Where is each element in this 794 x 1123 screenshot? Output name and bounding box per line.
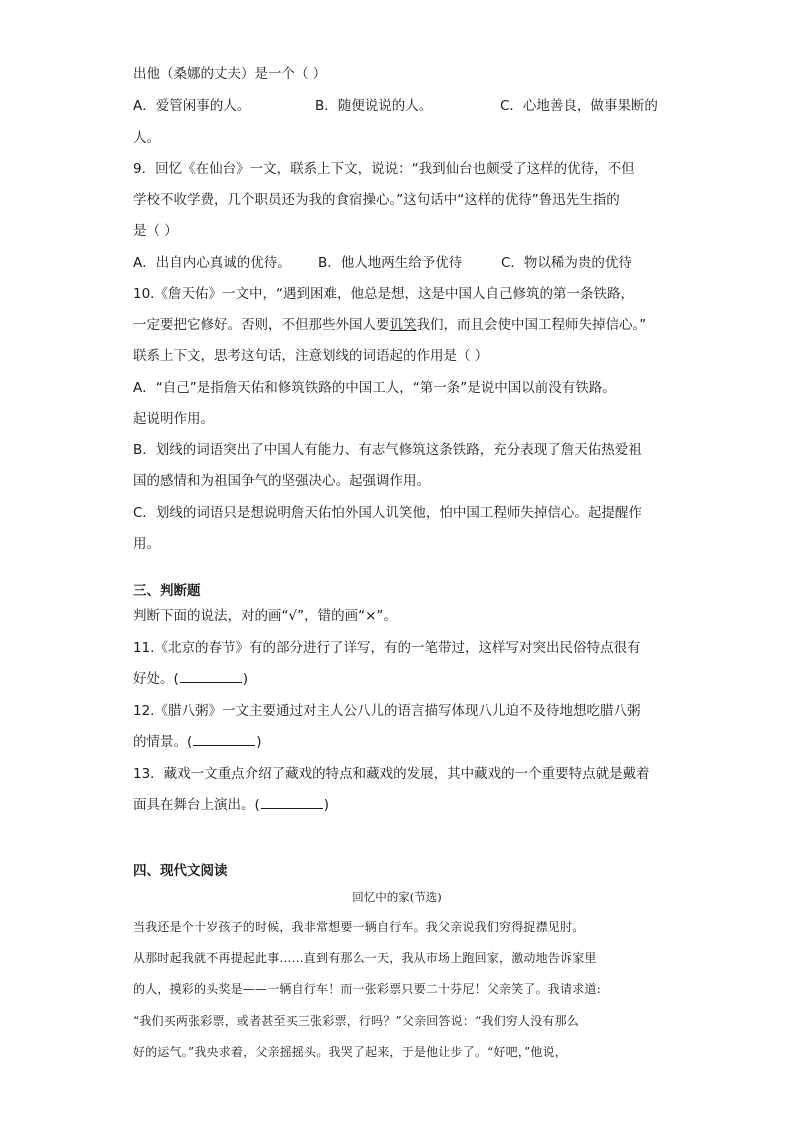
q12-stem: 12.《腊八粥》一文主要通过对主人公八儿的语言描写体现八儿迫不及待地想吃腊八粥 xyxy=(133,703,641,719)
q9-option-c: C．物以稀为贵的优待 xyxy=(501,255,632,271)
q10-stem-line3: 联系上下文，思考这句话，注意划线的词语起的作用是（ ） xyxy=(133,348,489,364)
q13-answer-line xyxy=(133,795,329,815)
q9-option-b: B．他人地两生给予优待 xyxy=(318,255,463,271)
q11-text: 好处。( xyxy=(133,671,179,687)
q9-option-a: A．出自内心真诚的优待。 xyxy=(133,255,291,271)
passage-line-4: “我们买两张彩票，或者甚至买三张彩票，行吗？”父亲回答说：“我们穷人没有那么 xyxy=(133,1014,580,1028)
section3-instruction: 判断下面的说法，对的画“√”，错的画“×”。 xyxy=(133,608,397,624)
q13-paren: ) xyxy=(323,797,330,813)
passage-title: 回忆中的家(节选) xyxy=(352,890,442,904)
q9-stem-line3: 是（ ） xyxy=(133,223,178,239)
q12-text: 的情景。( xyxy=(133,734,193,750)
q10-line2-before: 一定要把它修好。否则，不但那些外国人要 xyxy=(133,317,390,333)
section3-heading: 三、判断题 xyxy=(133,583,201,599)
q10-option-c-line1: C．划线的词语只是想说明詹天佑怕外国人讥笑他，怕中国工程师失掉信心。起提醒作 xyxy=(133,505,642,521)
q13-text: 面具在舞台上演出。( xyxy=(133,797,260,813)
q10-option-a-line2: 起说明作用。 xyxy=(133,411,214,427)
q12-answer-line xyxy=(133,732,262,752)
q9-stem-line2: 学校不收学费，几个职员还为我的食宿操心。”这句话中“这样的优待”鲁迅先生指的 xyxy=(133,192,620,208)
q10-option-b-line2: 国的感情和为祖国争气的坚强决心。起强调作用。 xyxy=(133,473,430,489)
q8-option-c: C．心地善良，做事果断的 xyxy=(500,98,658,114)
q8-stem: 出他（桑娜的丈夫）是一个（ ） xyxy=(133,66,327,82)
underlined-word: 讥笑 xyxy=(389,317,417,333)
q12-paren: ) xyxy=(256,734,262,750)
q10-option-a-line1: A．“自己”是指詹天佑和修筑铁路的中国工人，“第一条”是说中国以前没有铁路。 xyxy=(133,380,616,396)
q8-option-c-cont: 人。 xyxy=(133,130,160,146)
q10-option-b-line1: B．划线的词语突出了中国人有能力、有志气修筑这条铁路，充分表现了詹天佑热爱祖 xyxy=(133,442,642,458)
q13-answer-blank[interactable] xyxy=(261,796,323,809)
q11-answer-blank[interactable] xyxy=(180,670,242,683)
q9-stem-line1: 9．回忆《在仙台》一文，联系上下文，说说：“我到仙台也颇受了这样的优待，不但 xyxy=(133,161,635,177)
q10-stem-line2 xyxy=(133,315,646,335)
q10-stem-line1: 10.《詹天佑》一文中，“遇到困难，他总是想，这是中国人自己修筑的第一条铁路， xyxy=(133,286,634,302)
q8-option-a: A．爱管闲事的人。 xyxy=(133,98,251,114)
passage-line-3: 的人，摸彩的头奖是——一辆自行车！而一张彩票只要二十芬尼！父亲笑了。我请求道: xyxy=(133,982,601,996)
q12-answer-blank[interactable] xyxy=(193,733,255,746)
passage-line-2: 从那时起我就不再提起此事……直到有那么一天，我从市场上跑回家，激动地告诉家里 xyxy=(133,951,597,965)
q11-stem: 11.《北京的春节》有的部分进行了详写，有的一笔带过，这样写对突出民俗特点很有 xyxy=(133,640,641,656)
passage-line-5: 好的运气。”我央求着，父亲摇摇头。我哭了起来，于是他让步了。“好吧，”他说， xyxy=(133,1045,568,1059)
q10-line2-after: 我们，而且会使中国工程师失掉信心。” xyxy=(416,317,647,333)
passage-line-1: 当我还是个十岁孩子的时候，我非常想要一辆自行车。我父亲说我们穷得捉襟见肘。 xyxy=(133,920,585,934)
section4-heading: 四、现代文阅读 xyxy=(133,863,228,879)
q11-answer-line xyxy=(133,669,248,689)
q11-paren: ) xyxy=(242,671,249,687)
q13-stem: 13．藏戏一文重点介绍了藏戏的特点和藏戏的发展，其中藏戏的一个重要特点就是戴着 xyxy=(133,766,650,782)
q8-option-b: B．随便说说的人。 xyxy=(315,98,433,114)
q10-option-c-line2: 用。 xyxy=(133,536,160,552)
